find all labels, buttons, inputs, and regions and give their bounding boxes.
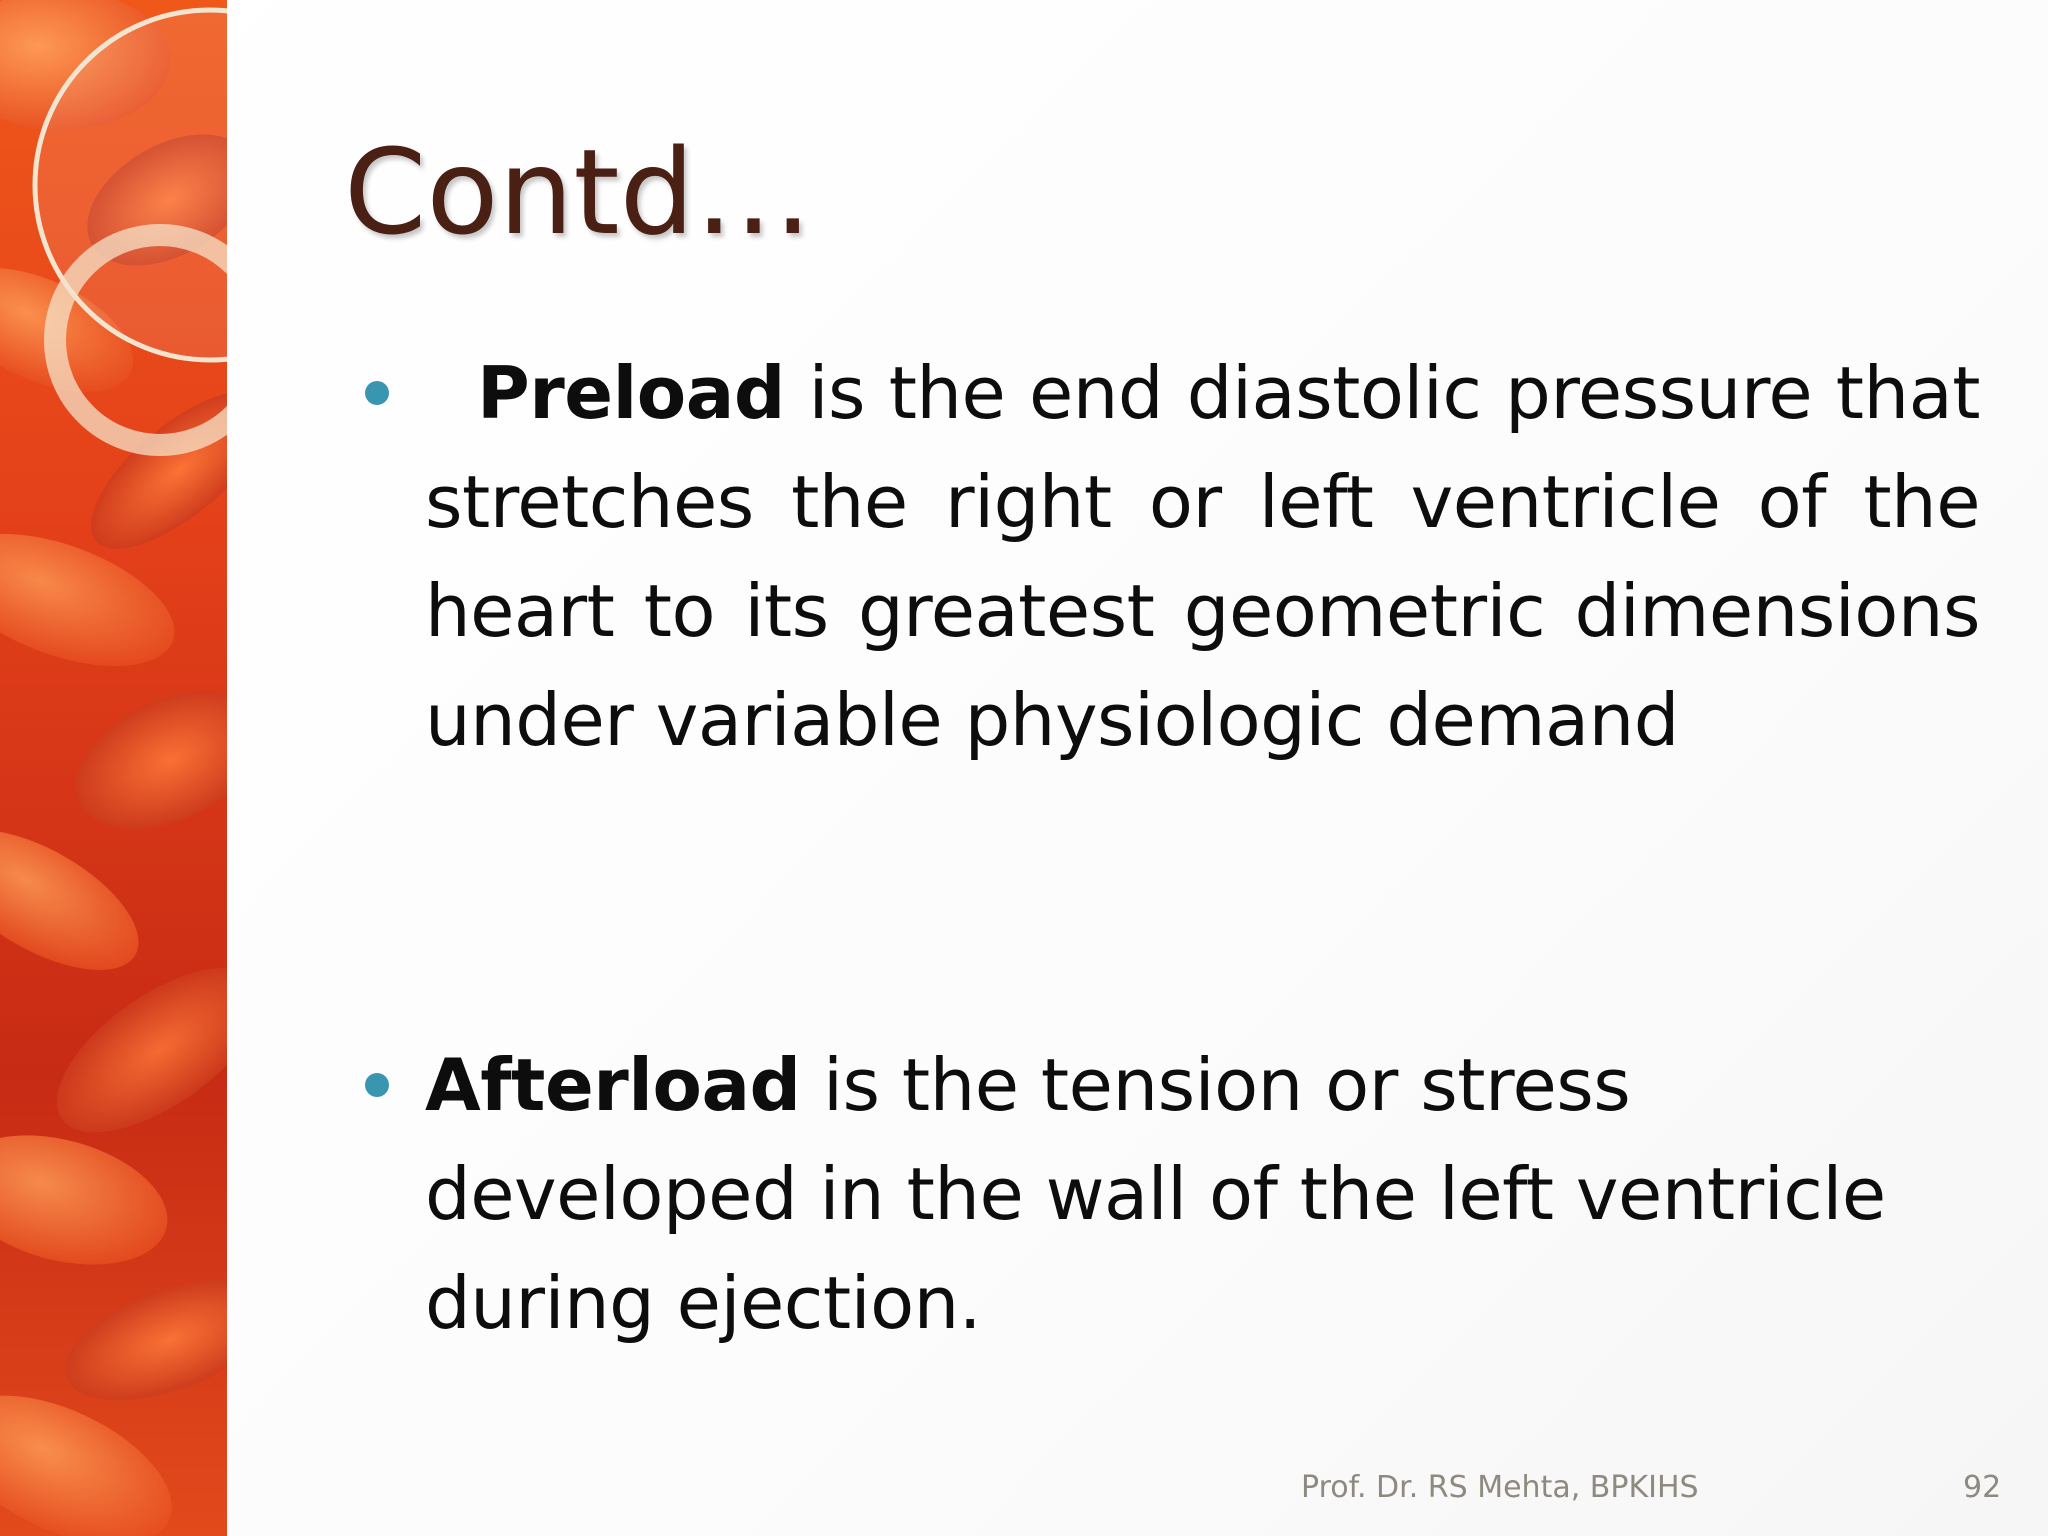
bullet-preload xyxy=(425,339,1980,775)
bullet-dot-icon xyxy=(365,381,389,405)
bullet-preload-text xyxy=(425,339,1980,775)
afterload-definition: is the tension or stress developed in the wall of the left ventricle during ejection. xyxy=(425,1043,1886,1345)
afterload-term: Afterload xyxy=(425,1043,801,1127)
bullet-afterload-text xyxy=(425,1031,1980,1358)
bullet-afterload xyxy=(425,1031,1980,1358)
page-number: 92 xyxy=(1963,1470,2002,1505)
bullet-dot-icon xyxy=(365,1073,389,1097)
preload-term: Preload xyxy=(477,351,785,435)
slide-title: Contd… xyxy=(344,123,813,261)
orange-flower-border-image xyxy=(0,0,227,1536)
footer-author: Prof. Dr. RS Mehta, BPKIHS xyxy=(1301,1470,1699,1505)
preload-definition: is the end diastolic pressure that stretches the right or left ventricle of the heart to its greatest geometric dimensions under variable physiologic demand xyxy=(425,351,1980,762)
